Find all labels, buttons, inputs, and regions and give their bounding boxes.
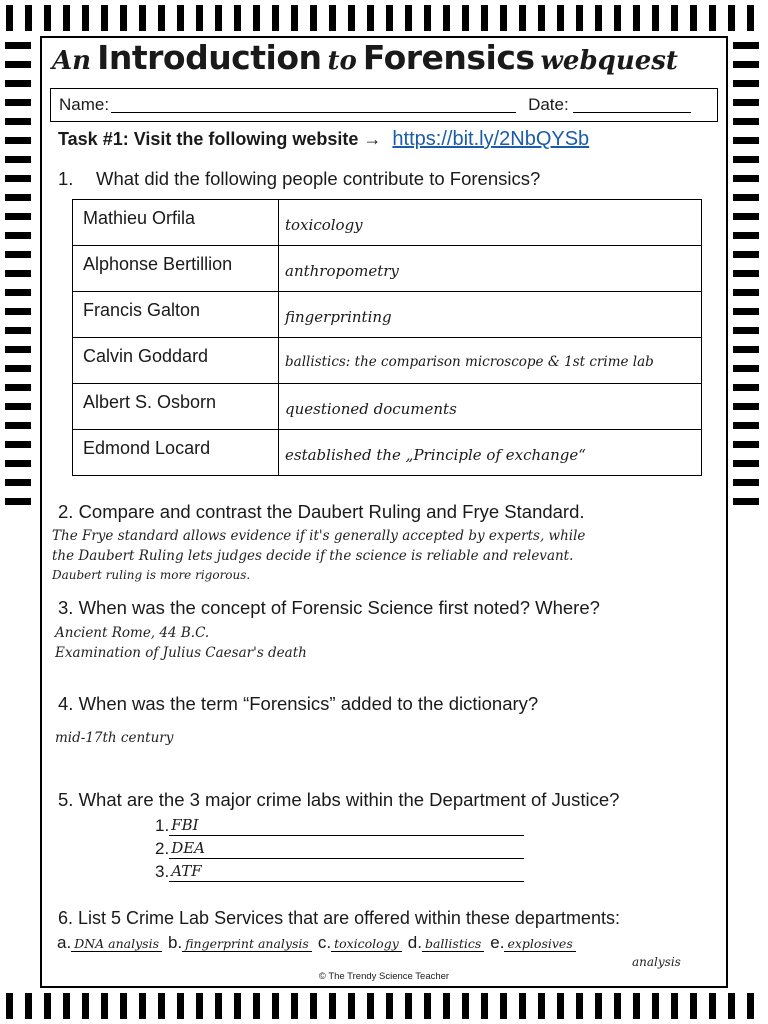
copyright-footer: © The Trendy Science Teacher (318, 971, 450, 982)
name-date-box (50, 88, 718, 122)
border-segment (733, 232, 759, 239)
border-segment (386, 993, 393, 1019)
border-segment (481, 5, 488, 31)
border-segment (234, 993, 241, 1019)
service-answer[interactable]: fingerprint analysis (182, 936, 312, 952)
date-field[interactable] (573, 97, 691, 113)
lab-answer: ATF (171, 862, 202, 880)
lab-answer-field[interactable] (169, 861, 524, 882)
border-segment (733, 213, 759, 220)
border-segment (5, 213, 31, 220)
person-cell: Francis Galton (73, 292, 279, 338)
border-segment (733, 308, 759, 315)
border-segment (733, 156, 759, 163)
border-segment (733, 403, 759, 410)
date-label: Date: (528, 95, 569, 114)
border-segment (733, 42, 759, 49)
border-segment (671, 5, 678, 31)
name-field[interactable] (111, 97, 516, 113)
border-segment (329, 993, 336, 1019)
lab-row-2 (155, 838, 524, 859)
border-segment (101, 5, 108, 31)
border-segment (310, 993, 317, 1019)
border-segment (5, 327, 31, 334)
border-segment (733, 270, 759, 277)
table-row (73, 384, 702, 430)
border-segment (633, 5, 640, 31)
border-segment (5, 99, 31, 106)
border-segment (614, 993, 621, 1019)
border-segment (25, 993, 32, 1019)
border-segment (5, 42, 31, 49)
service-answer[interactable]: explosives (504, 936, 575, 952)
border-segment (671, 993, 678, 1019)
border-segment (139, 993, 146, 1019)
border-segment (443, 5, 450, 31)
service-answer[interactable]: toxicology (331, 936, 402, 952)
border-segment (576, 5, 583, 31)
border-segment (405, 993, 412, 1019)
person-cell: Albert S. Osborn (73, 384, 279, 430)
answer-cell[interactable]: fingerprinting (279, 292, 702, 338)
task-link[interactable]: https://bit.ly/2NbQYSb (392, 128, 590, 150)
border-segment (6, 5, 13, 31)
question-1-number: 1. (58, 168, 74, 189)
border-segment (253, 5, 260, 31)
title-introduction: Introduction (97, 38, 322, 77)
service-d (408, 933, 485, 953)
border-segment (82, 993, 89, 1019)
border-segment (5, 289, 31, 296)
border-top (0, 0, 768, 36)
person-cell: Mathieu Orfila (73, 200, 279, 246)
border-segment (733, 441, 759, 448)
page-title (52, 38, 712, 88)
border-segment (348, 993, 355, 1019)
border-segment (424, 993, 431, 1019)
border-segment (443, 993, 450, 1019)
border-segment (500, 993, 507, 1019)
border-segment (5, 175, 31, 182)
lab-number: 1. (155, 816, 170, 835)
border-segment (272, 993, 279, 1019)
service-answer[interactable]: DNA analysis (71, 936, 162, 952)
border-segment (158, 5, 165, 31)
border-segment (120, 5, 127, 31)
border-segment (481, 993, 488, 1019)
border-segment (101, 993, 108, 1019)
title-to: to (327, 46, 357, 76)
lab-answer-field[interactable] (169, 815, 524, 836)
table-row (73, 200, 702, 246)
answer-cell[interactable]: anthropometry (279, 246, 702, 292)
border-segment (733, 479, 759, 486)
title-webquest: webquest (540, 46, 678, 76)
service-letter: e. (490, 933, 505, 952)
border-segment (5, 194, 31, 201)
answer-3-line-2[interactable]: Examination of Julius Caesar's death (55, 645, 307, 661)
border-segment (5, 403, 31, 410)
lab-answer-field[interactable] (169, 838, 524, 859)
border-segment (733, 460, 759, 467)
border-segment (120, 993, 127, 1019)
service-a (57, 933, 162, 953)
border-segment (595, 5, 602, 31)
service-c (318, 933, 402, 953)
answer-cell[interactable]: questioned documents (279, 384, 702, 430)
border-segment (5, 498, 31, 505)
border-segment (5, 422, 31, 429)
border-segment (329, 5, 336, 31)
service-e-continued: analysis (632, 955, 681, 969)
border-segment (5, 156, 31, 163)
service-letter: a. (57, 933, 72, 952)
answer-3-line-1[interactable]: Ancient Rome, 44 B.C. (55, 625, 210, 641)
border-segment (424, 5, 431, 31)
border-segment (519, 5, 526, 31)
border-segment (367, 993, 374, 1019)
border-segment (6, 993, 13, 1019)
service-letter: d. (407, 933, 422, 952)
border-segment (690, 993, 697, 1019)
border-right (728, 36, 768, 988)
lab-number: 2. (155, 839, 170, 858)
border-segment (538, 993, 545, 1019)
border-segment (196, 5, 203, 31)
answer-cell[interactable]: toxicology (279, 200, 702, 246)
service-e (490, 933, 575, 953)
border-segment (158, 993, 165, 1019)
border-segment (5, 61, 31, 68)
border-segment (733, 194, 759, 201)
border-segment (139, 5, 146, 31)
answer-4[interactable]: mid-17th century (55, 730, 174, 746)
border-segment (234, 5, 241, 31)
border-segment (177, 993, 184, 1019)
border-segment (733, 118, 759, 125)
answer-2-line-1[interactable]: The Frye standard allows evidence if it's generally accepted by experts, while (52, 528, 586, 544)
question-1 (58, 168, 540, 190)
service-letter: c. (317, 933, 332, 952)
person-cell: Alphonse Bertillion (73, 246, 279, 292)
border-segment (82, 5, 89, 31)
border-segment (747, 993, 754, 1019)
border-segment (44, 993, 51, 1019)
question-1-text: What did the following people contribute to Forensics? (96, 168, 541, 189)
task-label: Task #1: Visit the following website → (58, 129, 382, 149)
title-forensics: Forensics (362, 38, 535, 77)
border-segment (557, 5, 564, 31)
border-segment (557, 993, 564, 1019)
border-segment (652, 5, 659, 31)
border-segment (63, 5, 70, 31)
lab-answer: DEA (171, 839, 205, 857)
lab-number: 3. (155, 862, 170, 881)
border-segment (709, 5, 716, 31)
border-segment (733, 365, 759, 372)
border-segment (5, 270, 31, 277)
border-segment (538, 5, 545, 31)
question-6: 6. List 5 Crime Lab Services that are offered within these departments: (58, 908, 620, 928)
border-segment (5, 460, 31, 467)
border-left (0, 36, 40, 988)
lab-answer: FBI (171, 816, 199, 834)
border-segment (5, 80, 31, 87)
border-segment (272, 5, 279, 31)
border-segment (728, 5, 735, 31)
border-segment (733, 327, 759, 334)
border-segment (595, 993, 602, 1019)
table-row (73, 246, 702, 292)
border-segment (733, 137, 759, 144)
border-segment (386, 5, 393, 31)
question-5: 5. What are the 3 major crime labs within the Department of Justice? (58, 789, 620, 810)
border-segment (728, 993, 735, 1019)
table-row (73, 292, 702, 338)
border-segment (733, 80, 759, 87)
services-row (57, 933, 582, 953)
border-segment (5, 441, 31, 448)
border-segment (5, 308, 31, 315)
border-segment (44, 5, 51, 31)
border-segment (215, 993, 222, 1019)
border-segment (519, 993, 526, 1019)
border-segment (291, 5, 298, 31)
border-segment (462, 5, 469, 31)
border-segment (291, 993, 298, 1019)
border-segment (405, 5, 412, 31)
border-segment (633, 993, 640, 1019)
border-segment (709, 993, 716, 1019)
service-letter: b. (168, 933, 183, 952)
border-segment (576, 993, 583, 1019)
border-segment (733, 346, 759, 353)
border-segment (25, 5, 32, 31)
border-segment (177, 5, 184, 31)
question-2: 2. Compare and contrast the Daubert Ruling and Frye Standard. (58, 501, 585, 522)
table-row (73, 430, 702, 476)
border-segment (733, 251, 759, 258)
border-segment (5, 365, 31, 372)
title-an: An (52, 46, 92, 76)
border-bottom (0, 988, 768, 1024)
border-segment (5, 118, 31, 125)
task-1 (58, 128, 589, 151)
service-answer[interactable]: ballistics (422, 936, 484, 952)
answer-cell[interactable]: established the „Principle of exchange“ (279, 430, 702, 476)
border-segment (500, 5, 507, 31)
border-segment (5, 137, 31, 144)
border-segment (690, 5, 697, 31)
contributors-table (72, 199, 702, 476)
lab-row-3 (155, 861, 524, 882)
border-segment (733, 384, 759, 391)
border-segment (733, 99, 759, 106)
border-segment (348, 5, 355, 31)
person-cell: Calvin Goddard (73, 338, 279, 384)
border-segment (462, 993, 469, 1019)
border-segment (733, 175, 759, 182)
lab-row-1 (155, 815, 524, 836)
person-cell: Edmond Locard (73, 430, 279, 476)
border-segment (5, 232, 31, 239)
border-segment (196, 993, 203, 1019)
border-segment (5, 346, 31, 353)
border-segment (747, 5, 754, 31)
border-segment (5, 251, 31, 258)
table-row (73, 338, 702, 384)
answer-2-line-3[interactable]: Daubert ruling is more rigorous. (52, 568, 251, 582)
border-segment (733, 61, 759, 68)
border-segment (733, 422, 759, 429)
border-segment (215, 5, 222, 31)
border-segment (310, 5, 317, 31)
border-segment (63, 993, 70, 1019)
service-b (168, 933, 312, 953)
border-segment (5, 384, 31, 391)
border-segment (253, 993, 260, 1019)
border-segment (733, 498, 759, 505)
border-segment (614, 5, 621, 31)
border-segment (367, 5, 374, 31)
question-4: 4. When was the term “Forensics” added to the dictionary? (58, 693, 539, 714)
answer-2-line-2[interactable]: the Daubert Ruling lets judges decide if the science is reliable and relevant. (52, 548, 574, 564)
border-segment (652, 993, 659, 1019)
question-3: 3. When was the concept of Forensic Science first noted? Where? (58, 597, 600, 618)
border-segment (733, 289, 759, 296)
border-segment (5, 479, 31, 486)
answer-cell[interactable]: ballistics: the comparison microscope & 1st crime lab (279, 338, 702, 384)
name-label: Name: (59, 95, 110, 114)
